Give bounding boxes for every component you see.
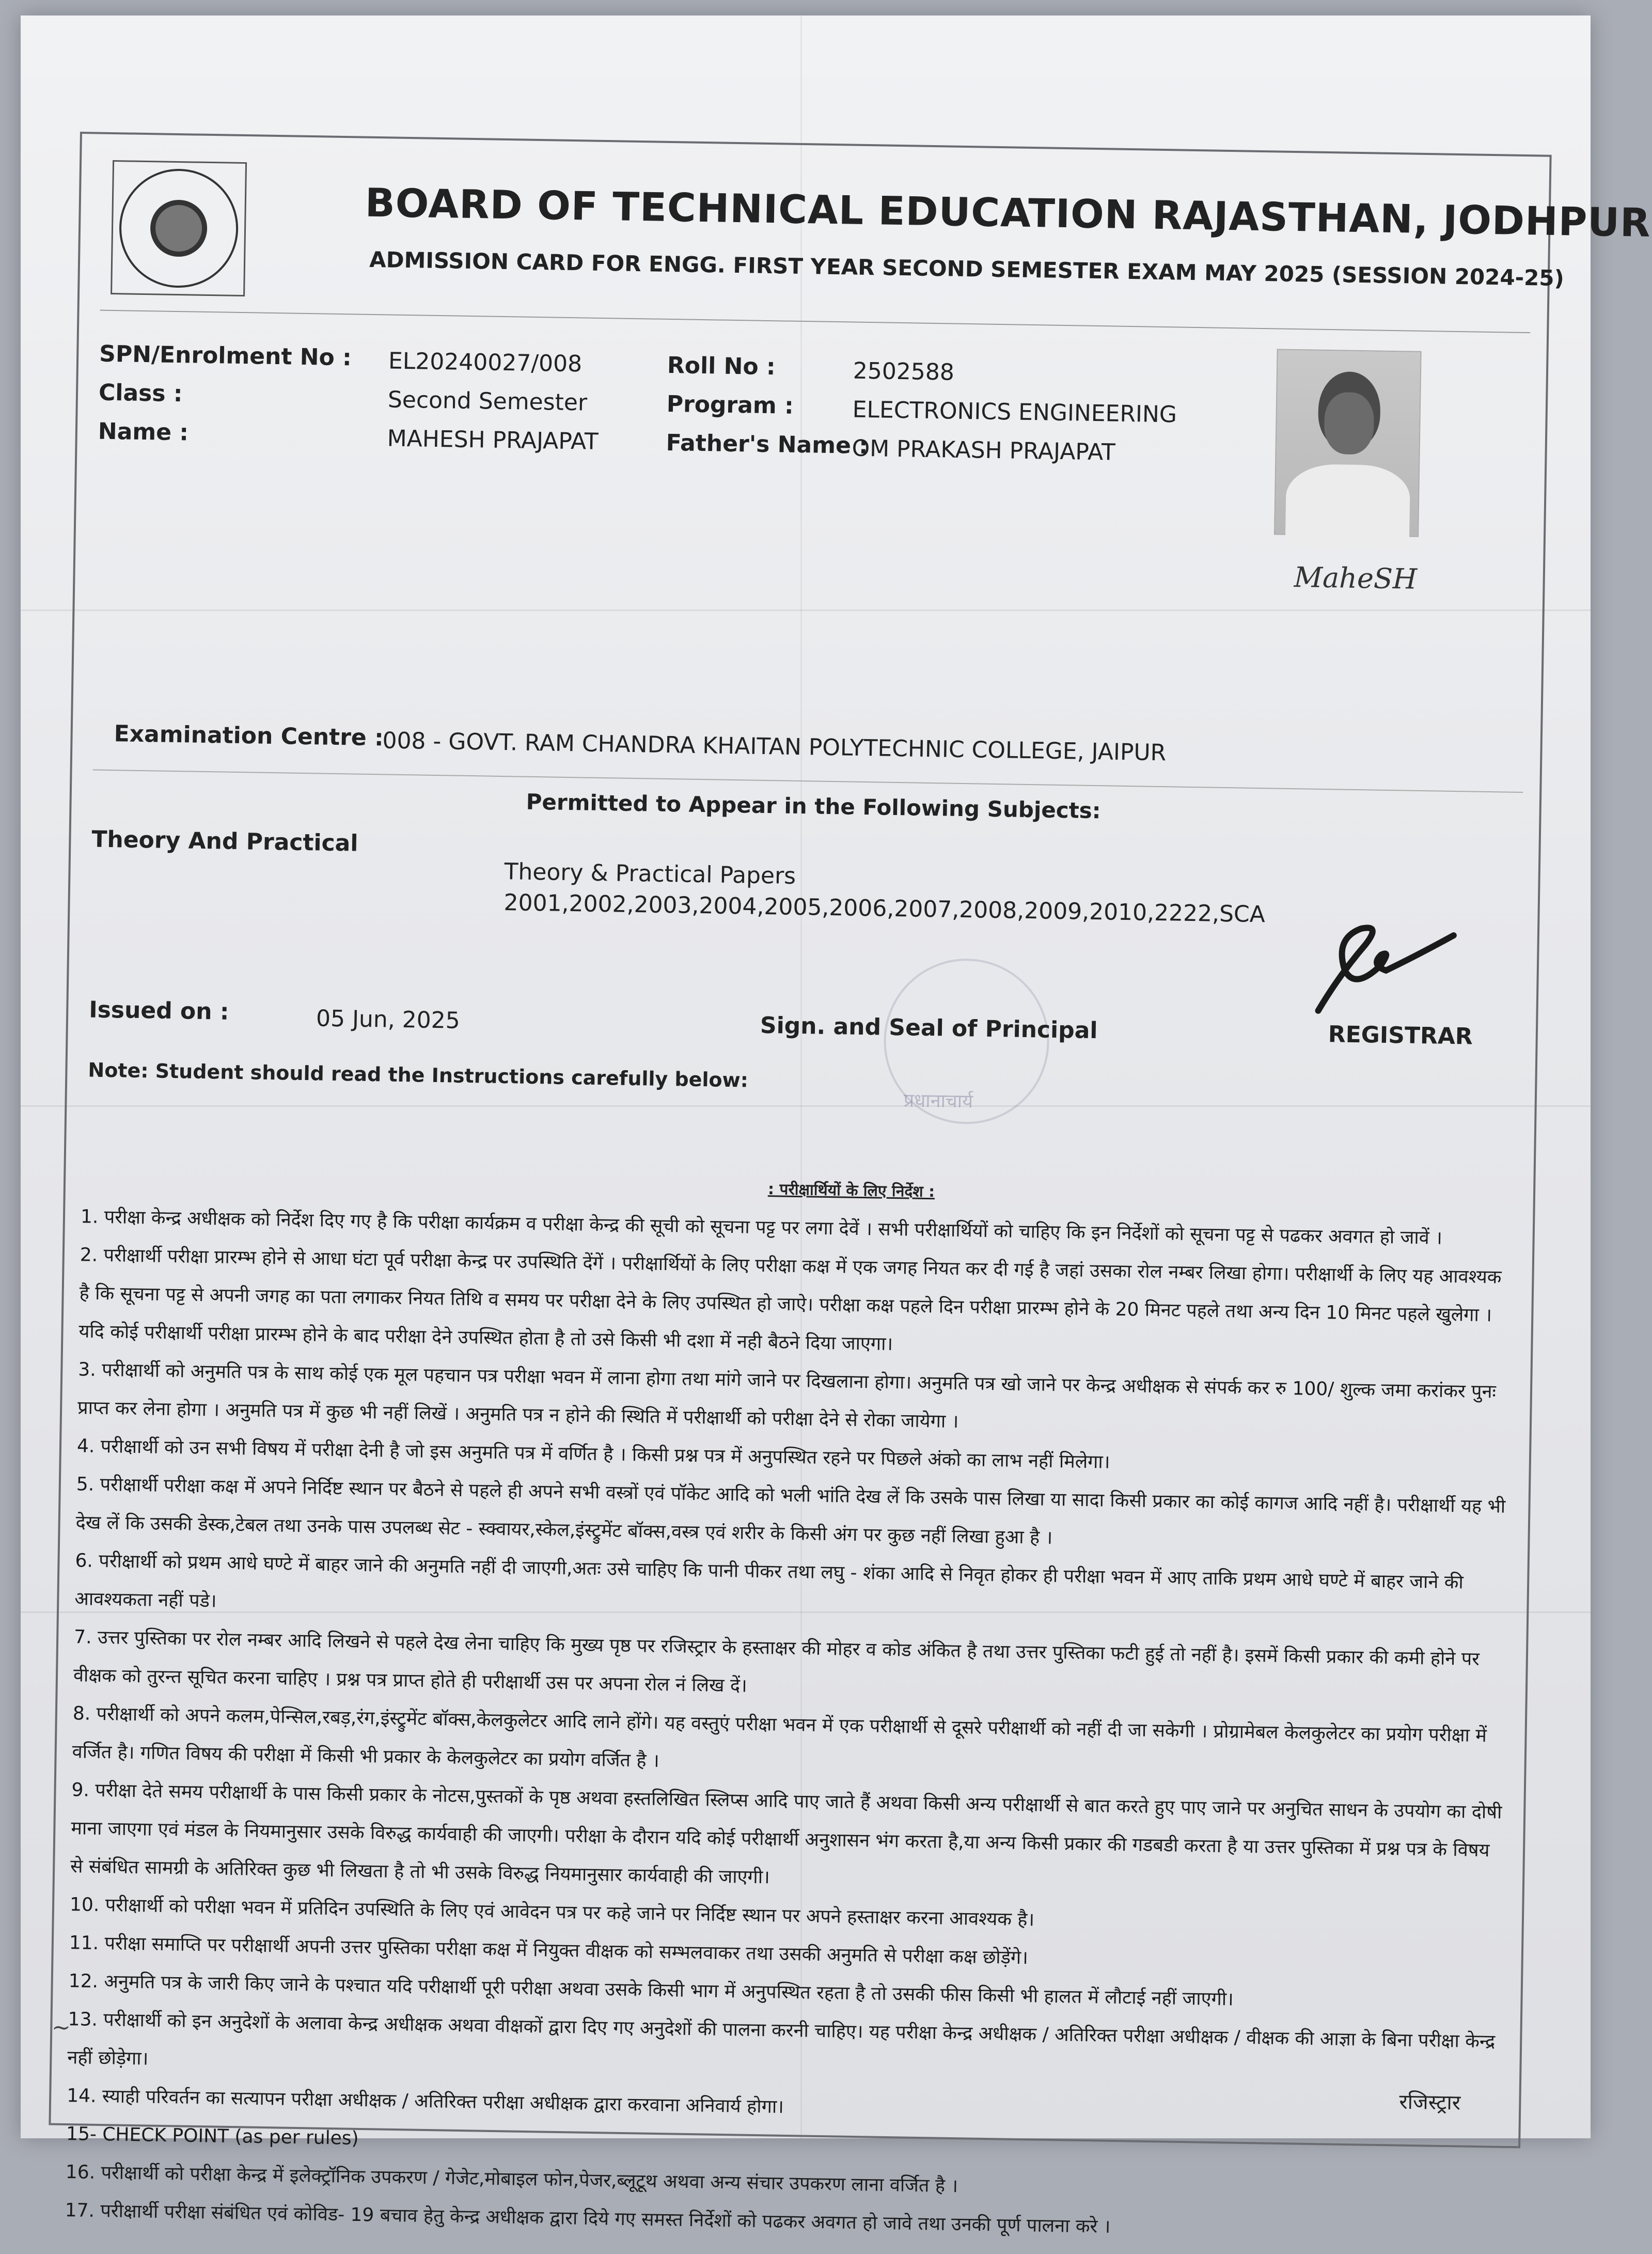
enrolment-label: SPN/Enrolment No : <box>99 340 352 371</box>
instruction-item: 17. परीक्षार्थी परीक्षा संबंधित एवं कोविड- 19 बचाव हेतु केन्द्र अधीक्षक द्वारा दिये गए समस्त निर्देशों को पढकर अवगत हो जावे तथा उनकी पूर्ण पालना करे । <box>65 2200 1111 2237</box>
program-label: Program : <box>666 390 794 419</box>
board-title: BOARD OF TECHNICAL EDUCATION RAJASTHAN, JODHPUR <box>365 179 1651 246</box>
admission-card-frame <box>49 132 1651 2237</box>
instruction-item: 2. परीक्षार्थी परीक्षा प्रारम्भ होने से आधा घंटा पूर्व परीक्षा केन्द्र पर उपस्थिति देंगें । परीक्षार्थियों के लिए परीक्षा कक्ष में एक जगह नियत कर दी गई है जहां उसका रोल नम्बर लिखा होगा। परीक्षार्थी के लिए यह आवश्यक है कि सूचना पट्ट से अपनी जगह का पता लगाकर नियत तिथि व समय पर परीक्षा देने के लिए उपस्थित हो जाऐ। परीक्षा कक्ष पहले दिन परीक्षा प्रारम्भ होने के 20 मिनट पहले तथा अन्य दिन 10 मिनट पहले खुलेगा । यदि कोई परीक्षार्थी परीक्षा प्रारम्भ होने के बाद परीक्षा देने उपस्थित होता है तो उसे किसी भी दशा में नही बैठने दिया जाएगा। <box>78 1244 1502 1355</box>
instruction-item: 3. परीक्षार्थी को अनुमति पत्र के साथ कोई एक मूल पहचान पत्र परीक्षा भवन में लाना होगा तथा मांगे जाने पर दिखलाना होगा। अनुमति पत्र खो जाने पर केन्द्र अधीक्षक से संपर्क कर रु 100/ शुल्क जमा करांकर पुनः प्राप्त कर लेना होगा । अनुमति पत्र में कुछ भी नहीं लिखें । अनुमति पत्र न होने की स्थिति में परीक्षार्थी को परीक्षा देने से रोका जायेगा । <box>77 1359 1497 1433</box>
board-seal-icon <box>118 168 239 289</box>
program-value: ELECTRONICS ENGINEERING <box>852 396 1177 428</box>
roll-label: Roll No : <box>667 352 776 381</box>
instruction-item: 10. परीक्षार्थी को परीक्षा भवन में प्रतिदिन उपस्थिति के लिए एवं आवेदन पत्र पर कहे जाने पर निर्दिष्ट स्थान पर अपने हस्ताक्षर करना आवश्यक है। <box>69 1894 1035 1931</box>
exam-centre-label: Examination Centre : <box>114 721 384 752</box>
admission-card-paper <box>21 15 1651 2237</box>
instruction-item: 16. परीक्षार्थी को परीक्षा केन्द्र में इलेक्ट्रॉनिक उपकरण / गेजेट,मोबाइल फोन,पेजर,ब्लूटूथ अथवा अन्य संचार उपकरण लाना वर्जित है । <box>65 2162 958 2197</box>
instruction-item: 1. परीक्षा केन्द्र अधीक्षक को निर्देश दिए गए है कि परीक्षा कार्यक्रम व परीक्षा केन्द्र की सूची को सूचना पट्ट पर लगा देवें । सभी परीक्षार्थियों को चाहिए कि इन निर्देशों को सूचना पट्ट से पढकर अवगत हो जावें । <box>80 1206 1443 1249</box>
papers-list: 2001,2002,2003,2004,2005,2006,2007,2008,2009,2010,2222,SCA <box>504 889 1266 928</box>
board-logo <box>111 160 247 296</box>
issued-on-value: 05 Jun, 2025 <box>316 1005 461 1034</box>
principal-sign-label: Sign. and Seal of Principal <box>760 1012 1098 1044</box>
name-value: MAHESH PRAJAPAT <box>387 425 599 455</box>
instruction-item: 8. परीक्षार्थी को अपने कलम,पेन्सिल,रबड़,रंग,इंस्ट्रुमेंट बॉक्स,केलकुलेटर आदि लाने होंगे। यह वस्तुएं परीक्षा भवन में एक परीक्षार्थी से दूसरे परीक्षार्थी को नहीं दी जा सकेगी । प्रोग्रामेबल केलकुलेटर का प्रयोग परीक्षा में वर्जित है। गणित विषय की परीक्षा में किसी भी प्रकार के केलकुलेटर का प्रयोग वर्जित है । <box>72 1703 1487 1772</box>
roll-value: 2502588 <box>853 357 955 386</box>
instruction-item: 11. परीक्षा समाप्ति पर परीक्षार्थी अपनी उत्तर पुस्तिका परीक्षा कक्ष में नियुक्त वीक्षक को सम्भलवाकर तथा उसकी अनुमति से परीक्षा कक्ष छोड़ेंगे। <box>69 1932 1029 1969</box>
class-value: Second Semester <box>387 386 588 416</box>
instructions-list <box>65 1198 1516 2252</box>
instruction-item: 9. परीक्षा देते समय परीक्षार्थी के पास किसी प्रकार के नोटस,पुस्तकों के पृष्ठ अथवा हस्तलिखित स्लिप्स आदि पाए जाते हैं अथवा किसी अन्य परीक्षार्थी से बात करते हुए पाए जाने पर अनुचित साधन के उपयोग का दोषी माना जाएगा एवं मंडल के नियमानुसार उसके विरुद्ध कार्यवाही की जाएगी। परीक्षा के दौरान यदि कोई परीक्षार्थी अनुशासन भंग करता है,या अन्य किसी प्रकार की गडबडी करता है या उत्तर पुस्तिका में प्रश्न पत्र के विषय से संबंधित सामग्री के अतिरिक्त कुछ भी लिखता है तो भी उसके विरुद्ध नियमानुसार कार्यवाही की जाएगी। <box>70 1779 1502 1888</box>
header-divider <box>100 310 1531 334</box>
instructions-title: : परीक्षार्थियों के लिए निर्देश : <box>767 1180 935 1201</box>
instruction-item: 13. परीक्षार्थी को इन अनुदेशों के अलावा केन्द्र अधीक्षक अथवा वीक्षकों द्वारा दिए गए अनुदेशों की पालना करनी चाहिए। यह परीक्षा केन्द्र अधीक्षक / अतिरिक्त परीक्षा अधीक्षक / वीक्षक की आज्ञा के बिना परीक्षा केन्द्र नहीं छोड़ेगा। <box>67 2009 1496 2070</box>
instruction-item: 4. परीक्षार्थी को उन सभी विषय में परीक्षा देनी है जो इस अनुमति पत्र में वर्णित है । किसी प्रश्न पत्र में अनुपस्थित रहने पर पिछले अंको का लाभ नहीं मिलेगा। <box>76 1435 1110 1473</box>
instructions-note: Note: Student should read the Instructions carefully below: <box>88 1058 749 1092</box>
permitted-subjects-heading: Permitted to Appear in the Following Subjects: <box>526 789 1101 824</box>
registrar-label: REGISTRAR <box>1328 1021 1473 1050</box>
class-label: Class : <box>98 379 183 408</box>
subject-type: Theory And Practical <box>91 826 358 857</box>
registrar-signature <box>1302 912 1459 1018</box>
stamp-text: प्रधानाचार्य <box>903 1090 973 1113</box>
instruction-item: 14. स्याही परिवर्तन का सत्यापन परीक्षा अधीक्षक / अतिरिक्त परीक्षा अधीक्षक द्वारा करवाना अनिवार्य होगा। <box>66 2085 784 2118</box>
instruction-item: 6. परीक्षार्थी को प्रथम आधे घण्टे में बाहर जाने की अनुमति नहीं दी जाएगी,अतः उसे चाहिए कि पानी पीकर तथा लघु - शंका आदि से निवृत होकर ही परीक्षा भवन में आए ताकि प्रथम आधे घण्टे में बाहर जाने की आवश्यकता नहीं पडे। <box>74 1550 1464 1612</box>
bottom-scribble: ~ <box>52 2014 71 2041</box>
enrolment-value: EL20240027/008 <box>388 348 583 378</box>
registrar-hindi-label: रजिस्ट्रार <box>1399 2090 1461 2115</box>
card-title: ADMISSION CARD FOR ENGG. FIRST YEAR SECOND SEMESTER EXAM MAY 2025 (SESSION 2024-25) <box>369 246 1565 291</box>
issued-on-label: Issued on : <box>88 996 229 1025</box>
centre-divider <box>93 770 1523 793</box>
student-photo <box>1274 349 1422 537</box>
papers-label: Theory & Practical Papers <box>504 858 796 889</box>
instruction-item: 15- CHECK POINT (as per rules) <box>66 2123 359 2149</box>
father-name-label: Father's Name : <box>666 429 869 460</box>
student-signature: MaheSH <box>1294 561 1418 596</box>
instruction-item: 12. अनुमति पत्र के जारी किए जाने के पश्चात यदि परीक्षार्थी पूरी परीक्षा अथवा उसके किसी भाग में अनुपस्थित रहता है तो उसकी फीस किसी भी हालत में लौटाई नहीं जाएगी। <box>68 1970 1234 2010</box>
exam-centre-value: 008 - GOVT. RAM CHANDRA KHAITAN POLYTECHNIC COLLEGE, JAIPUR <box>382 727 1167 766</box>
name-label: Name : <box>98 418 189 446</box>
father-name-value: OM PRAKASH PRAJAPAT <box>852 435 1116 466</box>
instruction-item: 5. परीक्षार्थी परीक्षा कक्ष में अपने निर्दिष्ट स्थान पर बैठने से पहले ही अपने सभी वस्त्रों एवं पॉकेट आदि को भली भांति देख लें कि उसके पास लिखा या सादा किसी प्रकार का कोई कागज आदि नहीं है। परीक्षार्थी यह भी देख लें कि उसकी डेस्क,टेबल तथा उनके पास उपलब्ध सेट - स्क्वायर,स्केल,इंस्ट्रुमेंट बॉक्स,वस्त्र एवं शरीर के किसी अंग पर कुछ नहीं लिखा हुआ है । <box>75 1474 1506 1548</box>
instruction-item: 7. उत्तर पुस्तिका पर रोल नम्बर आदि लिखने से पहले देख लेना चाहिए कि मुख्य पृष्ठ पर रजिस्ट्रार के हस्ताक्षर की मोहर व कोड अंकित है तथा उत्तर पुस्तिका फटी हुई तो नहीं है। इसमें किसी प्रकार की कमी होने पर वीक्षक को तुरन्त सूचित करना चाहिए । प्रश्न पत्र प्राप्त होते ही परीक्षार्थी उस पर अपना रोल नं लिख दें। <box>73 1626 1480 1697</box>
